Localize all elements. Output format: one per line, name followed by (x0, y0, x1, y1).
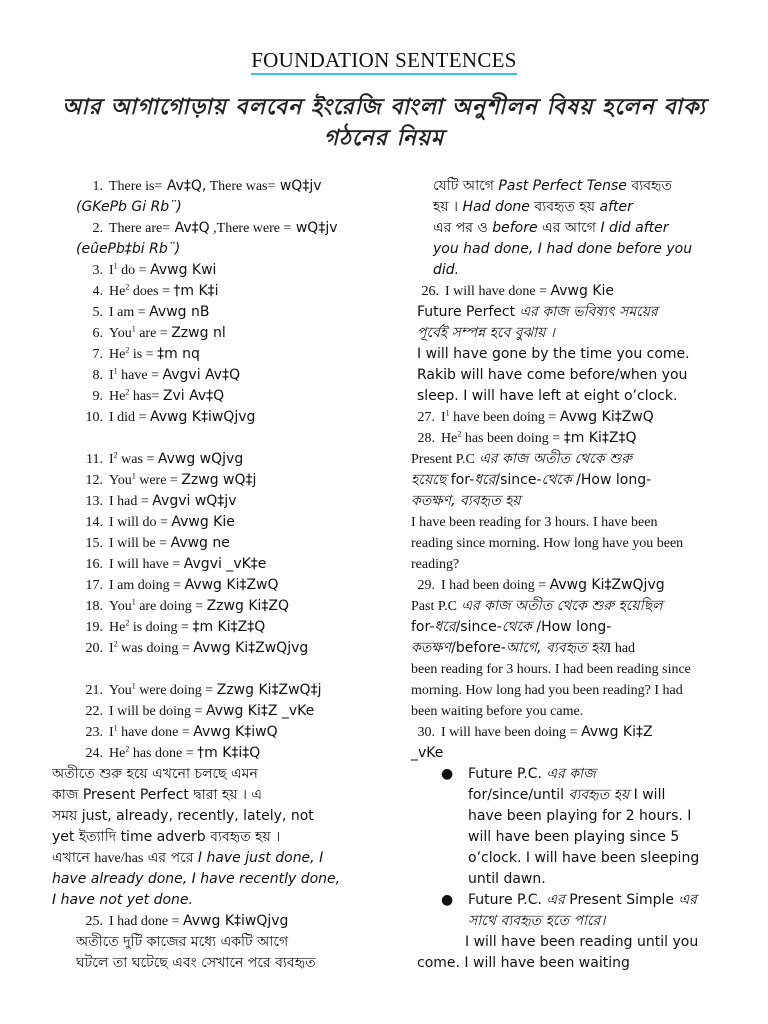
list-item: 9. He$^2$ has= Zvi Av‡Q (92, 387, 225, 404)
list-item-note: (eûePb‡bi Rb¨) (76, 241, 181, 257)
past-perfect-note: অতীতে দুটি কাজের মধ্যে একটি আগে (76, 934, 289, 950)
present-perfect-paragraph: অতীতে শুরু হয়ে এখনো চলছে এমন কাজ Present Perfect দ্বারা হয় । এ সময় just, already, recently, lately, not yet ইত্যাদি time adverb ব্যবহৃত হয় । এখানে have/has এর পরে I have just done, I have already done, I have recently done, I have not yet done. (52, 766, 341, 908)
list-item: 24. He$^2$ has done = †m K‡i‡Q (85, 744, 261, 761)
list-item: 28. He$^2$ has been doing = ‡m Ki‡Z‡Q (417, 429, 637, 446)
list-item: 22. I will be doing = Avwg Ki‡Z _vKe (85, 703, 315, 719)
list-item: 25. I had done = Avwg K‡iwQjvg (85, 913, 289, 929)
list-item: 11. $I^2$ was = Avwg wQjvg (86, 450, 244, 467)
list-item: 4. He$^2$ does = †m K‡i (92, 282, 219, 299)
past-perfect-paragraph: যেটি আগে Past Perfect Tense ব্যবহৃত হয় । Had done ব্যবহৃত হয় after এর পর ও before এর আগে I did after you had done, I had done before you did. (433, 178, 693, 278)
bullet-item: ● Future P.C. এর কাজ for/since/until ব্যবহৃত হয় I will have been playing for 2 hours. I will have been playing since 5 o’clock. I will have been sleeping until dawn. (441, 766, 700, 887)
bullet-item: ● Future P.C. এর Present Simple এর সাথে ব্যবহৃত হতে পারে। (441, 892, 697, 929)
list-item: 5. I am = Avwg nB (92, 304, 210, 320)
list-item: 12. You$^1$ were = Zzwg wQ‡j (85, 471, 257, 488)
list-item: 7. He$^2$ is = ‡m nq (92, 345, 200, 362)
list-item: 8. $I^1$ have = Avgvi Av‡Q (92, 366, 241, 383)
list-item: 3. $I^1$ do = Avwg Kwi (92, 261, 217, 278)
right-column: যেটি আগে Past Perfect Tense ব্যবহৃত হয় । Had done ব্যবহৃত হয় after এর পর ও before এর আগে I did after you had done, I had done before you did. 26. I will have done = Avwg Kie Future Perfect এর কাজ ভবিষ্যৎ সময়ের পূর্বেই সম্পন্ন হবে বুঝায় । I will have gone by the time you come. Rakib will have come before/when you sleep. I will have left at eight o’clock. 27. $I^1$ have been doing = Avwg Ki‡ZwQ 28. He$^2$ has been doing = ‡m Ki‡Z‡Q Present P.C এর কাজ অতীত থেকে শুরু হয়েছে for-ধরে/since-থেকে /How long- কতক্ষণ, ব্যবহৃত হয় I have been reading for 3 hours. I have been reading since morning. How long have you been reading? 29. I had been doing = Avwg Ki‡ZwQjvg Past P.C এর কাজ অতীত থেকে শুরু হয়েছিল for-ধরে/since-থেকে /How long- কতক্ষণ/before-আগে, ব্যবহৃত হয়I had been reading for 3 hours. I had been reading since morning. How long had you been reading? I had been waiting before you came. 30. I will have been doing = Avwg Ki‡Z _vKe ● Future P.C. এর কাজ for/since/until ব্যবহৃত হয় I will have been playing for 2 hours. I will have been playing since 5 o’clock. I will have been sleeping until dawn. ● Future P.C. এর Present Simple এর সাথে ব্যবহৃত হতে পারে। I will have been reading until you come. I will have been waiting (411, 176, 727, 974)
list-item: 19. He$^2$ is doing = ‡m Ki‡Z‡Q (85, 618, 266, 635)
verb-list (58, 260, 376, 428)
future-pc-example: I will have been reading until you come. I will have been waiting (417, 934, 699, 971)
list-item: 13. I had = Avgvi wQ‡jv (85, 493, 237, 509)
list-item: 16. I will have = Avgvi _vK‡e (85, 556, 267, 572)
list-item: 23. $I^1$ have done = Avwg K‡iwQ (85, 723, 278, 740)
list-item: 10. I did = Avwg K‡iwQjvg (85, 409, 256, 425)
list-item: 21. You$^1$ were doing = Zzwg Ki‡ZwQ‡j (85, 681, 322, 698)
list-item: 29. I had been doing = Avwg Ki‡ZwQjvg (417, 577, 665, 593)
list-item: 18. You$^1$ are doing = Zzwg Ki‡ZQ (85, 597, 290, 614)
present-pc-paragraph: Present P.C এর কাজ অতীত থেকে শুরু হয়েছে for-ধরে/since-থেকে /How long- কতক্ষণ, ব্যবহৃত হয় I have been reading for 3 hours. I have been reading since morning. How long have you been reading? (411, 451, 684, 572)
left-column (52, 176, 376, 974)
bullet-icon: ● (441, 766, 454, 782)
list-item: 17. I am doing = Avwg Ki‡ZwQ (85, 577, 279, 593)
list-item: 30. I will have been doing = Avwg Ki‡Z (417, 724, 653, 740)
list-item: 14. I will do = Avwg Kie (85, 514, 235, 530)
verb-list (58, 680, 376, 764)
bullet-icon: ● (441, 892, 454, 908)
list-item: 20. $I^2$ was doing = Avwg Ki‡ZwQjvg (85, 639, 309, 656)
past-perfect-note: ঘটলে তা ঘটেছে এবং সেখানে পরে ব্যবহৃত (76, 955, 316, 971)
list-item: 1. There is= Av‡Q, There was= wQ‡jv (92, 178, 322, 194)
list-item: 6. You$^1$ are = Zzwg nl (92, 324, 226, 341)
future-perfect-paragraph: Future Perfect এর কাজ ভবিষ্যৎ সময়ের পূর্বেই সম্পন্ন হবে বুঝায় । I will have gone by the time you come. Rakib will have come before/when you sleep. I will have left at eight o’clock. (417, 304, 690, 404)
list-item-note: (GKePb Gi Rb¨) (76, 199, 182, 215)
page-subtitle: আর আগাগোড়ায় বলবেন ইংরেজি বাংলা অনুশীলন বিষয় হলেন বাক্য গঠনের নিয়ম (62, 95, 706, 151)
list-item: 15. I will be = Avwg ne (85, 535, 230, 551)
list-item: 27. $I^1$ have been doing = Avwg Ki‡ZwQ (417, 408, 654, 425)
page-title: FOUNDATION SENTENCES (0, 48, 768, 73)
list-item: 26. I will have done = Avwg Kie (421, 283, 614, 299)
past-pc-paragraph: Past P.C এর কাজ অতীত থেকে শুরু হয়েছিল for-ধরে/since-থেকে /How long- কতক্ষণ/before-আগে, ব্যবহৃত হয়I had been reading for 3 hours. I had been reading since morning. How long had you been reading? I had been waiting before you came. (411, 598, 691, 719)
list-item: 2. There are= Av‡Q ,There were = wQ‡jv (92, 220, 338, 236)
verb-list (58, 449, 376, 659)
